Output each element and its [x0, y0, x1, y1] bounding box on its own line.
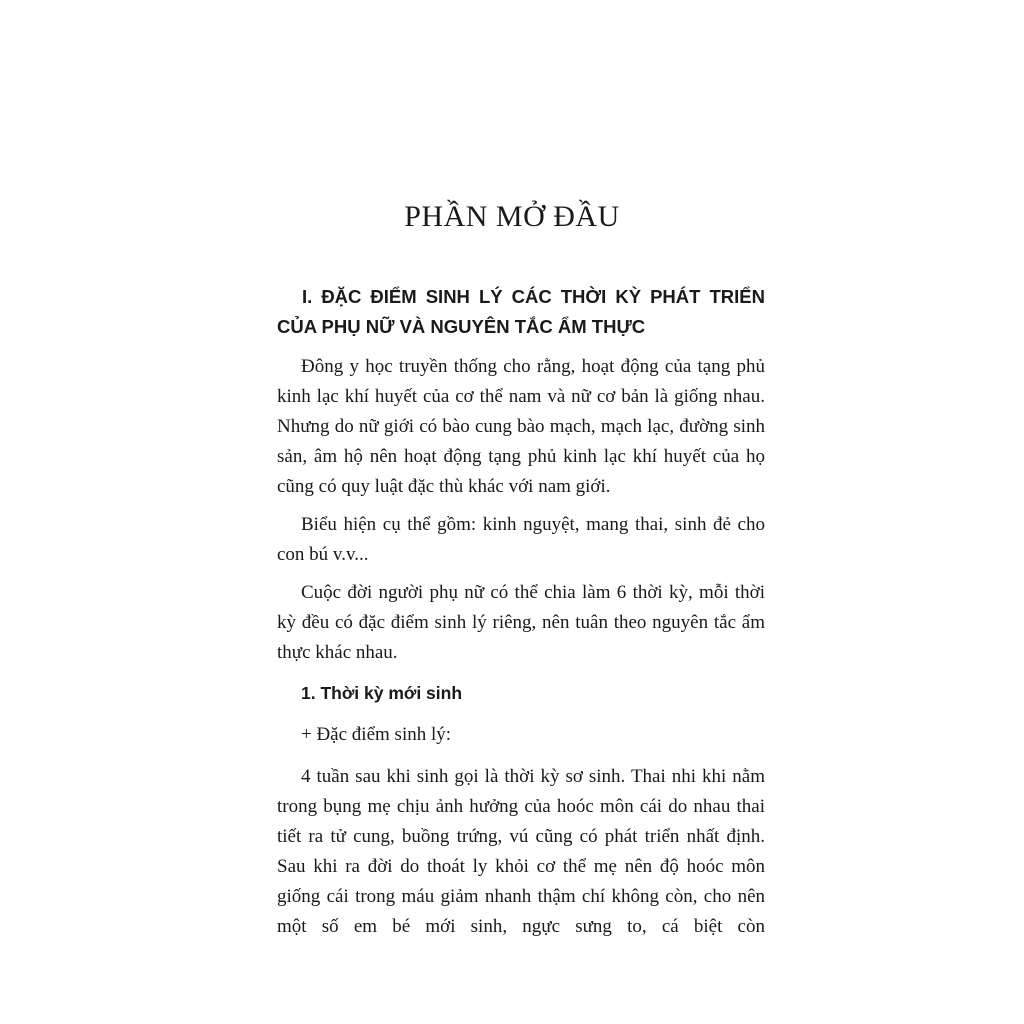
page-content: [277, 282, 765, 942]
chapter-title: PHẦN MỞ ĐẦU: [404, 200, 620, 233]
physiological-feature-label: + Đặc điểm sinh lý:: [301, 724, 452, 745]
section-heading: I. ĐẶC ĐIỂM SINH LÝ CÁC THỜI KỲ PHÁT TRIỂN CỦA PHỤ NỮ VÀ NGUYÊN TẮC ẨM THỰC: [277, 286, 765, 337]
subsection-heading: 1. Thời kỳ mới sinh: [301, 683, 463, 703]
paragraph-six-periods: Cuộc đời người phụ nữ có thể chia làm 6 thời kỳ, mỗi thời kỳ đều có đặc điểm sinh lý riêng, nên tuân theo nguyên tắc ẩm thực khác nhau.: [277, 582, 765, 663]
paragraph-manifestation: Biểu hiện cụ thể gồm: kinh nguyệt, mang thai, sinh đẻ cho con bú v.v...: [277, 514, 765, 565]
paragraph-intro: Đông y học truyền thống cho rằng, hoạt động của tạng phủ kinh lạc khí huyết của cơ thể nam và nữ cơ bản là giống nhau. Nhưng do nữ giới có bào cung bào mạch, mạch lạc, đường sinh sản, âm hộ nên hoạt động tạng phủ kinh lạc khí huyết của họ cũng có quy luật đặc thù khác với nam giới.: [277, 356, 765, 497]
paragraph-newborn: 4 tuần sau khi sinh gọi là thời kỳ sơ sinh. Thai nhi khi nằm trong bụng mẹ chịu ảnh hưởng của hoóc môn cái do nhau thai tiết ra tử cung, buồng trứng, vú cũng có phát triển nhất định. Sau khi ra đời do thoát ly khỏi cơ thể mẹ nên độ hoóc môn giống cái trong máu giảm nhanh thậm chí không còn, cho nên một số em bé mới sinh, ngực sưng to, cá biệt còn: [277, 766, 765, 937]
